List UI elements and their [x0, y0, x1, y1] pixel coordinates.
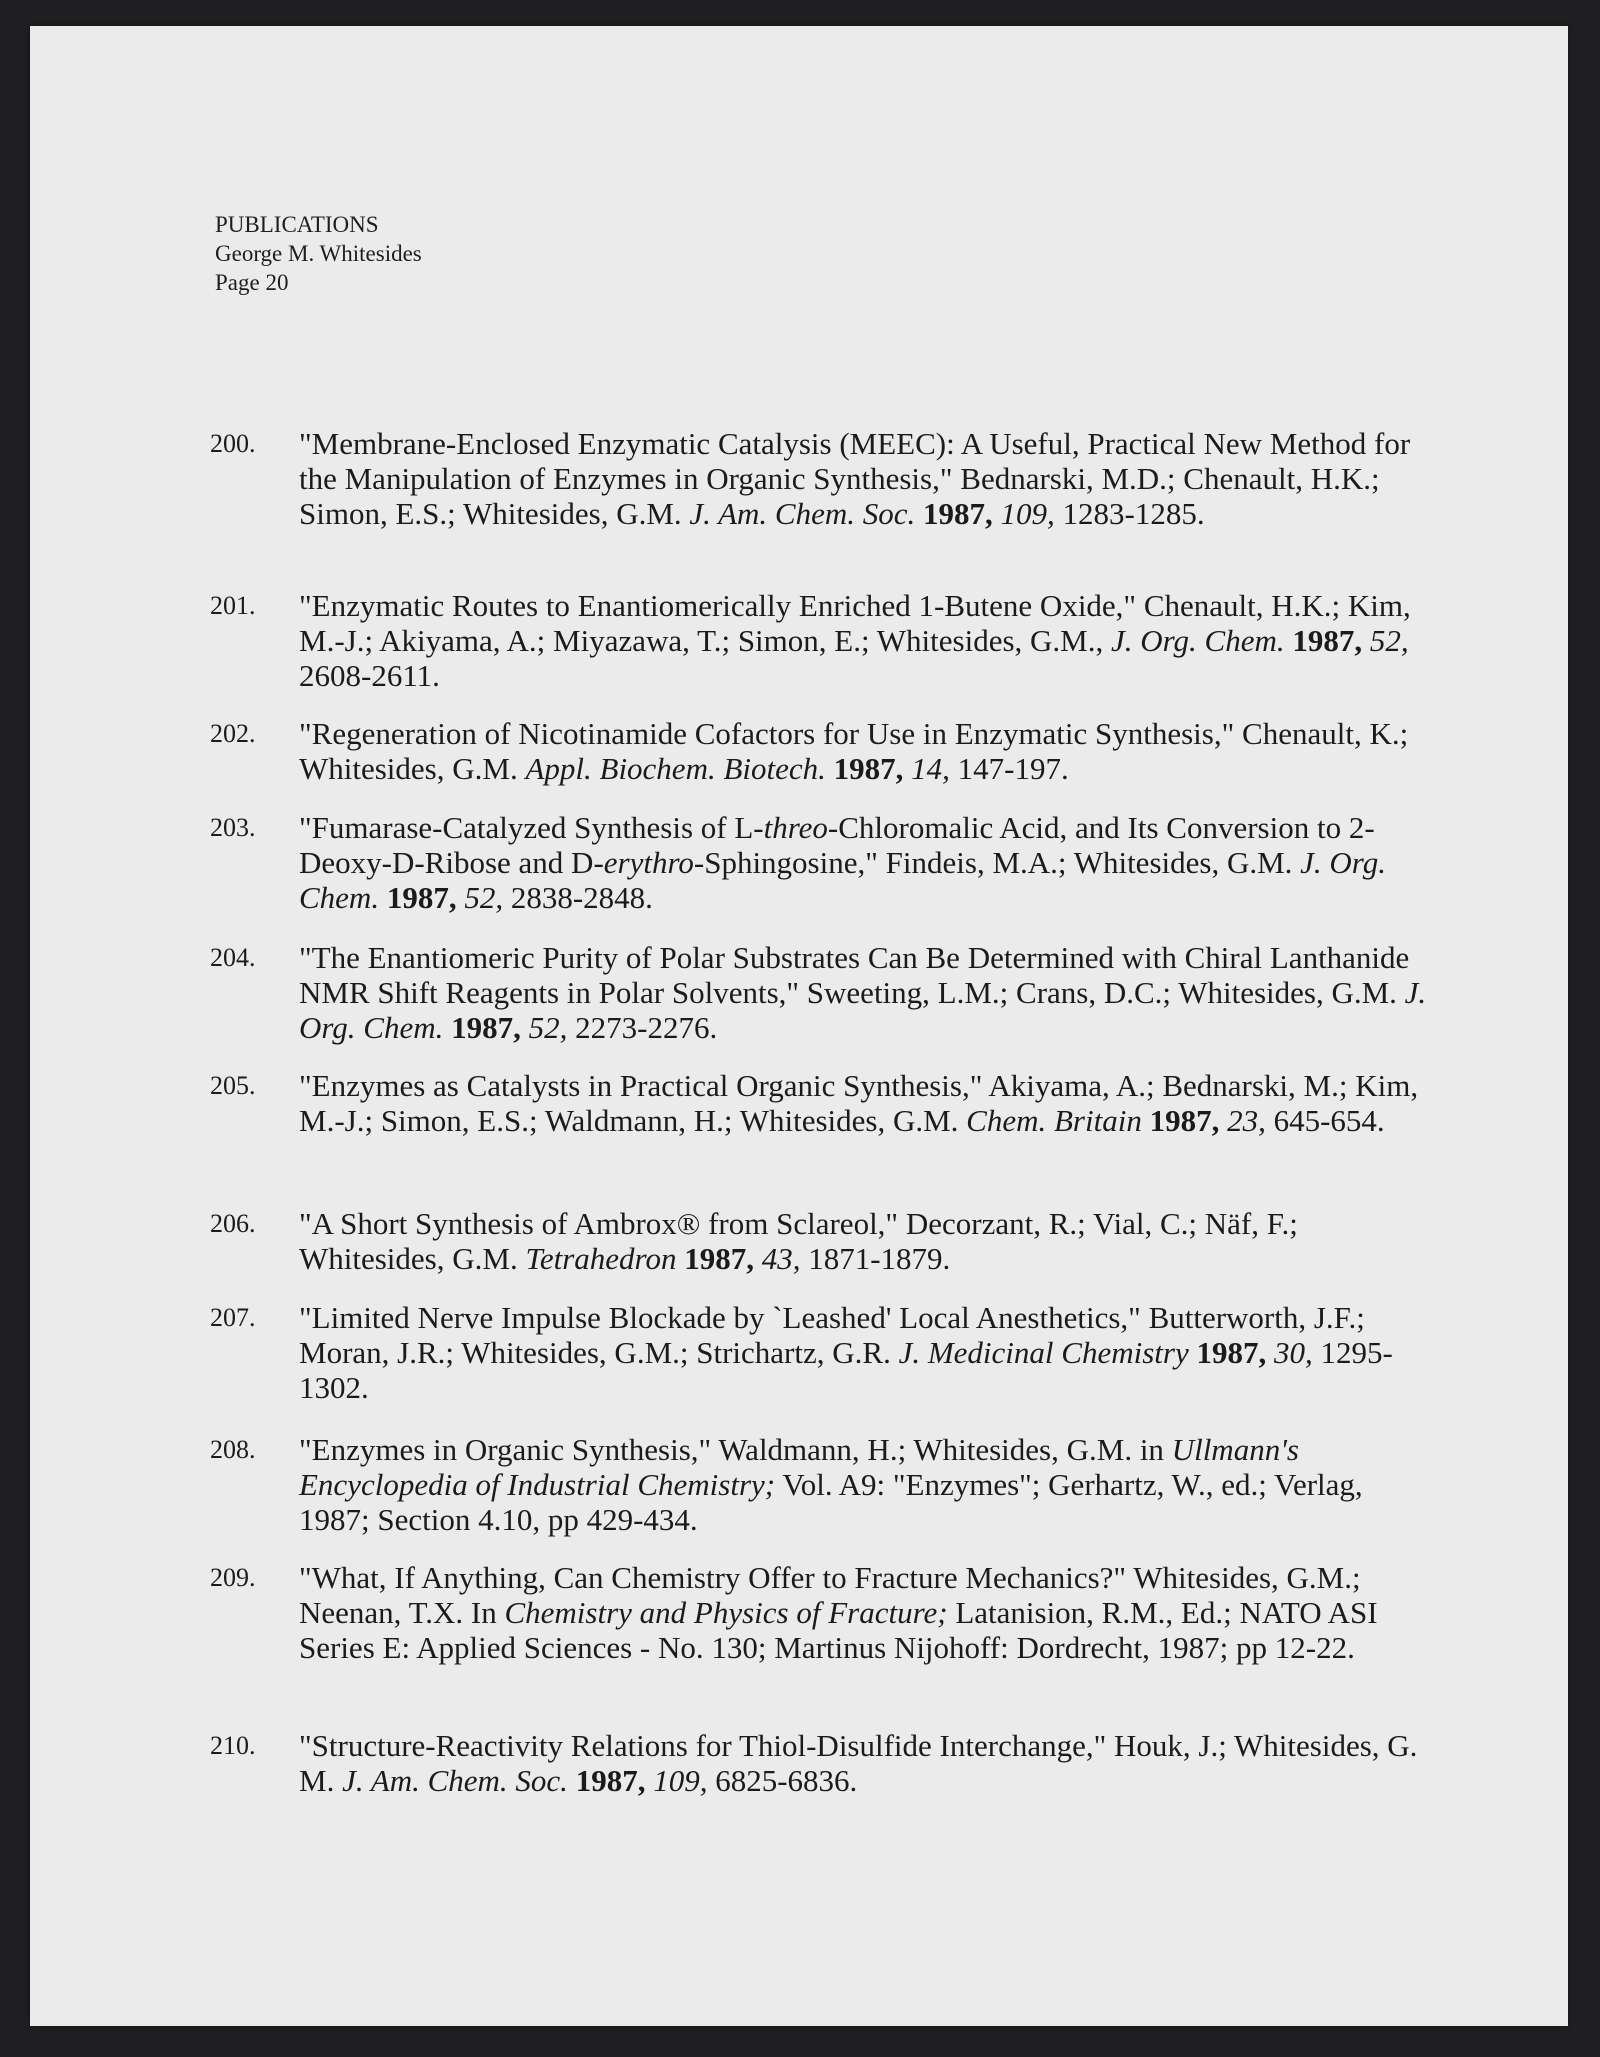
entry-pages: 147-197.	[957, 751, 1069, 786]
entry-citation	[299, 940, 1439, 1045]
page-header	[215, 210, 422, 297]
entry-year: 1987,	[684, 1241, 754, 1276]
publication-entry-204	[210, 940, 1510, 1045]
entry-number: 209.	[210, 1563, 256, 1592]
publication-entry-206	[210, 1206, 1510, 1276]
entry-journal: Chem. Britain	[966, 1103, 1142, 1138]
entry-volume: 43,	[761, 1241, 801, 1276]
entry-volume: 52,	[464, 880, 504, 915]
entry-journal: Appl. Biochem. Biotech.	[525, 751, 826, 786]
entry-number: 200.	[210, 429, 256, 458]
entry-volume: 52,	[528, 1010, 568, 1045]
entry-authors: Whitesides, G.M.; Neenan, T.X. In	[299, 1560, 1361, 1630]
entry-year: 1987,	[386, 880, 457, 915]
entry-title: "Enzymes as Catalysts in Practical Organic Synthesis,"	[299, 1068, 983, 1103]
section-title: PUBLICATIONS	[215, 212, 379, 237]
entry-pages: 2608-2611.	[299, 658, 440, 693]
entry-year: 1987,	[833, 751, 904, 786]
entry-citation	[299, 1206, 1439, 1276]
entry-journal: J. Am. Chem. Soc.	[689, 496, 916, 531]
entry-journal: Tetrahedron	[525, 1241, 677, 1276]
entry-citation	[299, 1068, 1439, 1138]
entry-title-part: -Sphingosine,"	[693, 845, 878, 880]
entry-pages: 2838-2848.	[510, 880, 653, 915]
entry-year: 1987,	[923, 496, 993, 531]
entry-pages: 6825-6836.	[715, 1763, 858, 1798]
entry-year: 1987,	[1149, 1103, 1220, 1138]
entry-authors: Bednarski, M.D.; Chenault, H.K.; Simon, E.S.; Whitesides, G.M.	[299, 461, 1380, 531]
entry-authors: Butterworth, J.F.; Moran, J.R.; Whitesides, G.M.; Strichartz, G.R.	[299, 1300, 1365, 1370]
entry-title-italic: erythro	[603, 845, 694, 880]
publication-entry-208	[210, 1432, 1510, 1537]
entry-title-part: "Fumarase-Catalyzed Synthesis of L-	[299, 810, 764, 845]
entry-volume: 14,	[911, 751, 950, 786]
entry-title: "Limited Nerve Impulse Blockade by `Leashed' Local Anesthetics,"	[299, 1300, 1141, 1335]
entry-authors: Waldmann, H.; Whitesides, G.M. in	[718, 1432, 1164, 1467]
entry-citation	[299, 1432, 1439, 1537]
publication-entry-203	[210, 810, 1510, 915]
entry-title: "Membrane-Enclosed Enzymatic Catalysis (MEEC): A Useful, Practical New Method for the Manipulation of Enzymes in Organic Synthesis,"	[299, 426, 1411, 496]
entry-year: 1987,	[1196, 1335, 1267, 1370]
entry-citation	[299, 1300, 1439, 1405]
paper-page	[30, 26, 1568, 2026]
entry-title-italic: threo	[763, 810, 828, 845]
entry-pages: 645-654.	[1273, 1103, 1385, 1138]
entry-title: "Enzymes in Organic Synthesis,"	[299, 1432, 712, 1467]
entry-journal: J. Org. Chem.	[299, 975, 1427, 1045]
entry-authors: Houk, J.; Whitesides, G. M.	[299, 1728, 1418, 1798]
entry-journal: J. Org. Chem.	[299, 845, 1386, 915]
entry-number: 208.	[210, 1435, 256, 1464]
entry-number: 201.	[210, 591, 256, 620]
entry-title: "Regeneration of Nicotinamide Cofactors for Use in Enzymatic Synthesis,"	[299, 716, 1235, 751]
entry-title: "A Short Synthesis of Ambrox® from Sclareol,"	[299, 1206, 899, 1241]
entry-number: 206.	[210, 1209, 256, 1238]
entry-number: 202.	[210, 719, 256, 748]
entry-year: 1987,	[1292, 623, 1363, 658]
entry-number: 210.	[210, 1731, 256, 1760]
entry-number: 207.	[210, 1303, 256, 1332]
entry-authors: Sweeting, L.M.; Crans, D.C.; Whitesides, G.M.	[806, 975, 1397, 1010]
publication-entry-205	[210, 1068, 1510, 1138]
entry-title: "What, If Anything, Can Chemistry Offer to Fracture Mechanics?"	[299, 1560, 1127, 1595]
publication-entry-201	[210, 588, 1510, 693]
publication-entry-209	[210, 1560, 1510, 1665]
entry-journal: J. Org. Chem.	[1110, 623, 1285, 658]
entry-journal: J. Am. Chem. Soc.	[342, 1763, 568, 1798]
entry-authors: Chenault, K.; Whitesides, G.M.	[299, 716, 1409, 786]
entry-title: "Enzymatic Routes to Enantiomerically Enriched 1-Butene Oxide,"	[299, 588, 1137, 623]
entry-citation	[299, 588, 1439, 693]
entry-volume: 109,	[1000, 496, 1055, 531]
entry-volume: 30,	[1273, 1335, 1313, 1370]
entry-authors: Findeis, M.A.; Whitesides, G.M.	[885, 845, 1293, 880]
entry-title: "The Enantiomeric Purity of Polar Substrates Can Be Determined with Chiral Lanthanide NMR Shift Reagents in Polar Solvents,"	[299, 940, 1410, 1010]
entry-details: Vol. A9: "Enzymes"; Gerhartz, W., ed.; Verlag, 1987; Section 4.10, pp 429-434.	[299, 1467, 1363, 1537]
author-name: George M. Whitesides	[215, 241, 422, 266]
entry-authors: Akiyama, A.; Bednarski, M.; Kim, M.-J.; Simon, E.S.; Waldmann, H.; Whitesides, G.M.	[299, 1068, 1419, 1138]
entry-volume: 52,	[1369, 623, 1409, 658]
entry-title-part: -Chloromalic Acid, and Its Conversion to 2-Deoxy-D-Ribose and D-	[299, 810, 1375, 880]
entry-citation	[299, 1560, 1439, 1665]
entry-citation	[299, 810, 1439, 915]
publication-entry-210	[210, 1728, 1510, 1798]
entry-book-title: Ullmann's Encyclopedia of Industrial Chemistry;	[299, 1432, 1299, 1502]
entry-number: 205.	[210, 1071, 256, 1100]
publication-entry-202	[210, 716, 1510, 786]
entry-citation	[299, 1728, 1439, 1798]
entry-authors: Chenault, H.K.; Kim, M.-J.; Akiyama, A.; Miyazawa, T.; Simon, E.; Whitesides, G.M.,	[299, 588, 1411, 658]
entry-pages: 2273-2276.	[575, 1010, 718, 1045]
page-number: Page 20	[215, 270, 289, 295]
entry-number: 203.	[210, 813, 256, 842]
entry-citation	[299, 426, 1439, 531]
entry-volume: 109,	[653, 1763, 708, 1798]
entry-book-title: Chemistry and Physics of Fracture;	[504, 1595, 948, 1630]
entry-citation	[299, 716, 1439, 786]
entry-title: "Structure-Reactivity Relations for Thiol-Disulfide Interchange,"	[299, 1728, 1107, 1763]
entry-year: 1987,	[451, 1010, 521, 1045]
entry-pages: 1295-1302.	[299, 1335, 1393, 1405]
entry-pages: 1283-1285.	[1062, 496, 1205, 531]
entry-journal: J. Medicinal Chemistry	[898, 1335, 1189, 1370]
entry-authors: Decorzant, R.; Vial, C.; Näf, F.; Whitesides, G.M.	[299, 1206, 1298, 1276]
entry-volume: 23,	[1227, 1103, 1266, 1138]
publication-entry-200	[210, 426, 1510, 531]
entry-pages: 1871-1879.	[808, 1241, 951, 1276]
publication-entry-207	[210, 1300, 1510, 1405]
entry-details: Latanision, R.M., Ed.; NATO ASI Series E: Applied Sciences - No. 130; Martinus Nijohoff: Dordrecht, 1987; pp 12-22.	[299, 1595, 1378, 1665]
entry-year: 1987,	[575, 1763, 646, 1798]
entry-number: 204.	[210, 943, 256, 972]
